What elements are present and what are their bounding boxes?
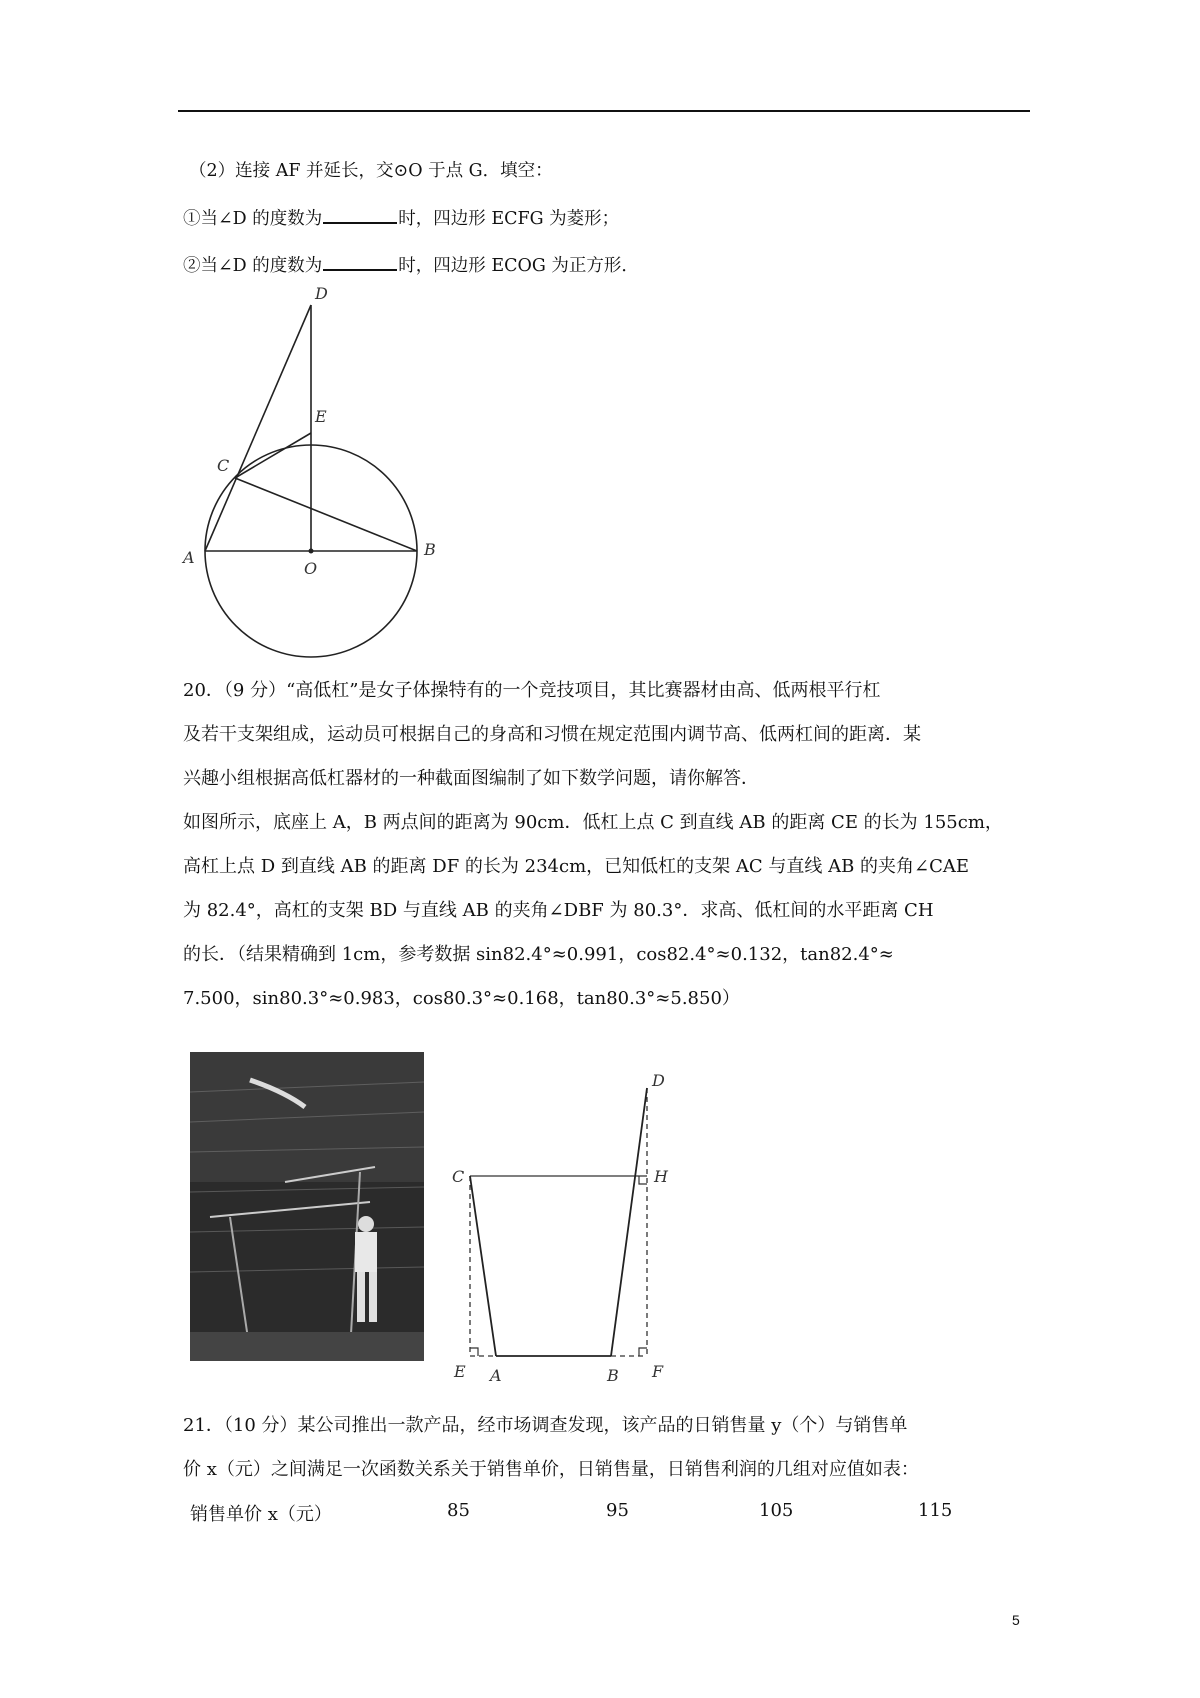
answer-blank-1[interactable] <box>323 206 397 224</box>
photo-illustration <box>190 1052 424 1361</box>
label-d2: D <box>652 1072 665 1090</box>
label-f: F <box>652 1362 664 1381</box>
segment-ad <box>205 305 311 551</box>
q20-line-4: 如图所示，底座上 A，B 两点间的距离为 90cm．低杠上点 C 到直线 AB 的距离 CE 的长为 155cm， <box>183 812 1003 833</box>
question-21 <box>183 1404 1028 1492</box>
table-header-cell: 销售单价 x（元） <box>190 1504 332 1525</box>
label-e: E <box>315 407 327 426</box>
label-b2: B <box>607 1366 619 1385</box>
right-angle-e <box>470 1348 478 1356</box>
label-a: A <box>183 548 195 567</box>
q21-line-1: 21．（10 分）某公司推出一款产品，经市场调查发现，该产品的日销售量 y（个）与销售单 <box>183 1415 908 1436</box>
table-value-4: 115 <box>918 1500 953 1521</box>
label-c: C <box>217 456 230 475</box>
q20-line-6: 为 82.4°，高杠的支架 BD 与直线 AB 的夹角∠DBF 为 80.3°．求高、低杠间的水平距离 CH <box>183 900 934 921</box>
q20-line-1: 20．（9 分）“高低杠”是女子体操特有的一个竞技项目，其比赛器材由高、低两根平行杠 <box>183 680 881 701</box>
q20-line-8: 7.500，sin80.3°≈0.983，cos80.3°≈0.168，tan80.3°≈5.850） <box>183 988 740 1009</box>
support-bd <box>611 1088 647 1356</box>
answer-blank-2[interactable] <box>323 253 397 271</box>
label-e2: E <box>454 1362 466 1381</box>
label-d: D <box>315 285 328 303</box>
part2-question-2: ②当∠D 的度数为 时，四边形 ECOG 为正方形． <box>183 253 639 278</box>
q20-line-5: 高杠上点 D 到直线 AB 的距离 DF 的长为 234cm，已知低杠的支架 AC 与直线 AB 的夹角∠CAE <box>183 856 970 877</box>
label-o: O <box>304 559 318 578</box>
label-c2: C <box>452 1167 465 1186</box>
question-20 <box>183 669 1028 1021</box>
table-value-3: 105 <box>759 1500 794 1521</box>
label-b: B <box>424 540 436 559</box>
label-a2: A <box>490 1366 502 1385</box>
q20-line-2: 及若干支架组成，运动员可根据自己的身高和习惯在规定范围内调节高、低两杠间的距离．某 <box>183 724 921 745</box>
support-ac <box>470 1176 496 1356</box>
circle-figure <box>180 285 450 675</box>
part2-intro: （2）连接 AF 并延长，交⊙O 于点 G．填空： <box>189 161 553 181</box>
header-rule <box>178 110 1030 112</box>
center-point <box>309 549 314 554</box>
bars-diagram <box>440 1072 690 1392</box>
q21-line-2: 价 x（元）之间满足一次函数关系关于销售单价，日销售量，日销售利润的几组对应值如表： <box>183 1459 919 1480</box>
label-h: H <box>654 1167 668 1186</box>
page-number: 5 <box>1012 1612 1020 1628</box>
part2-question-1: ①当∠D 的度数为 时，四边形 ECFG 为菱形； <box>183 206 619 231</box>
q20-line-3: 兴趣小组根据高低杠器材的一种截面图编制了如下数学问题，请你解答． <box>183 768 759 789</box>
table-value-2: 95 <box>606 1500 629 1521</box>
q20-line-7: 的长．（结果精确到 1cm，参考数据 sin82.4°≈0.991，cos82.4°≈0.132，tan82.4°≈ <box>183 944 894 965</box>
uneven-bars-photo <box>190 1052 424 1361</box>
right-angle-h <box>639 1176 647 1184</box>
table-value-1: 85 <box>447 1500 470 1521</box>
right-angle-f <box>639 1348 647 1356</box>
segment-cb <box>235 478 417 551</box>
